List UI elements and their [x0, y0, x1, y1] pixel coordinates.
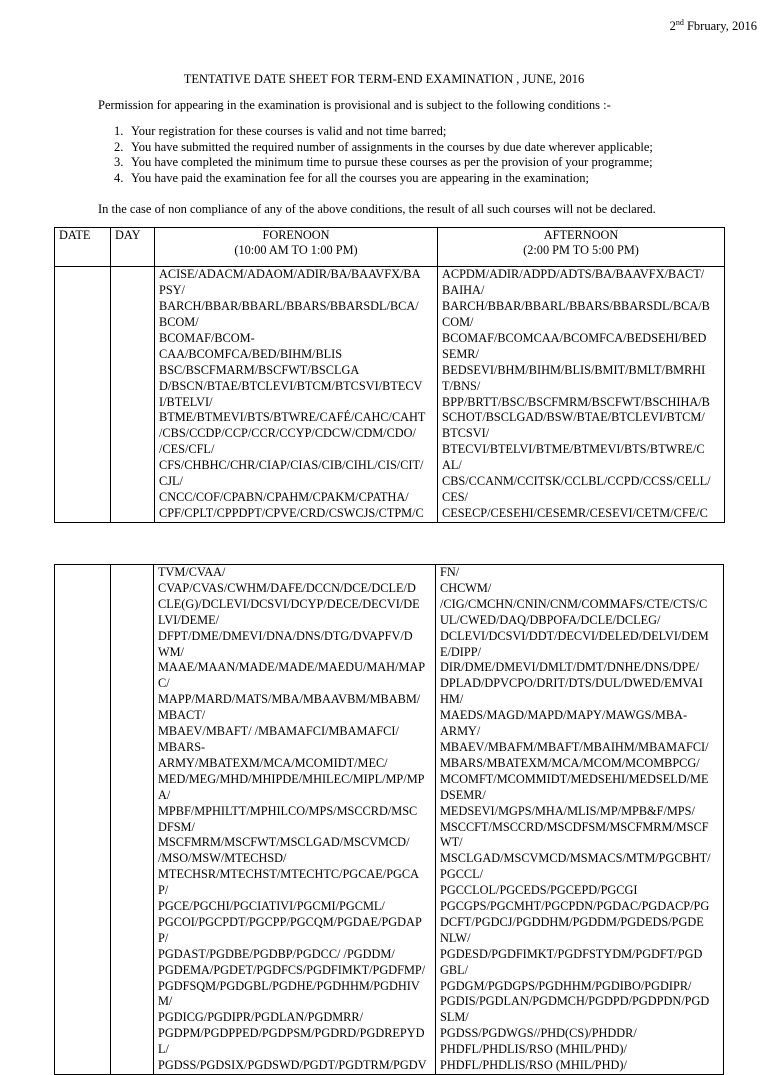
header-forenoon-time: (10:00 AM TO 1:00 PM) — [234, 243, 358, 257]
condition-number: 2. — [114, 139, 124, 154]
course-codes-line: BTME/BTMEVI/BTS/BTWRE/CAFÉ/CAHC/CAHT — [159, 410, 426, 425]
course-codes-line: T/BNS/ — [442, 378, 481, 393]
course-codes-line: BTCSVI/ — [442, 426, 490, 441]
course-codes-line: MCOMFT/MCOMMIDT/MEDSEHI/MEDSELD/ME — [440, 771, 709, 786]
header-day: DAY — [111, 228, 155, 267]
table-row — [55, 267, 725, 523]
date-cell — [55, 565, 111, 1075]
course-codes-line: CNCC/COF/CPABN/CPAHM/CPAKM/CPATHA/ — [159, 490, 409, 505]
course-codes-line: M/ — [158, 994, 173, 1009]
course-codes-line: BARCH/BBAR/BBARL/BBARS/BBARSDL/BCA/B — [442, 298, 710, 313]
course-codes-line: GBL/ — [440, 962, 469, 977]
course-codes-line: E/DIPP/ — [440, 644, 481, 659]
course-codes-line: MPBF/MPHILTT/MPHILCO/MPS/MSCCRD/MSC — [158, 803, 418, 818]
course-codes-line: MTECHSR/MTECHST/MTECHTC/PGCAE/PGCA — [158, 867, 420, 882]
course-codes-line: BPP/BRTT/BSC/BSCFMRM/BSCFWT/BSCHIHA/B — [442, 394, 710, 409]
date-rest: Fbruary, 2016 — [683, 19, 757, 33]
course-codes-line: MBACT/ — [158, 708, 206, 723]
course-codes-line: ARMY/ — [440, 724, 481, 739]
course-codes-line: PGDAST/PGDBE/PGDBP/PGDCC/ /PGDDM/ — [158, 946, 395, 961]
course-codes-line: BEDSEVI/BHM/BIHM/BLIS/BMIT/BMLT/BMRHI — [442, 362, 706, 377]
course-codes-line: CJL/ — [159, 474, 183, 489]
course-codes-line: MSCLGAD/MSCVMCD/MSMACS/MTM/PGCBHT/ — [440, 851, 711, 866]
course-codes-line: PGCCL/ — [440, 867, 484, 882]
course-codes-line: WM/ — [158, 644, 184, 659]
course-codes-line: CFS/CHBHC/CHR/CIAP/CIAS/CIB/CIHL/CIS/CIT/ — [159, 458, 424, 473]
course-codes-line: PGDSS/PGDWGS//PHD(CS)/PHDDR/ — [440, 1026, 637, 1041]
course-codes-line: PGDICG/PGDIPR/PGDLAN/PGDMRR/ — [158, 1010, 363, 1025]
afternoon-courses-cell — [436, 565, 724, 1075]
course-codes-line: CVAP/CVAS/CWHM/DAFE/DCCN/DCE/DCLE/D — [158, 580, 416, 595]
course-codes-line: SEMR/ — [442, 346, 479, 361]
course-codes-line: DFSM/ — [158, 819, 195, 834]
course-codes-line: MBARS/MBATEXM/MCA/MCOM/MCOMBPCG/ — [440, 755, 700, 770]
forenoon-courses-cell — [154, 565, 436, 1075]
course-codes-line: PSY/ — [159, 282, 185, 297]
course-codes-line: BCOMAF/BCOMCAA/BCOMFCA/BEDSEHI/BED — [442, 330, 707, 345]
course-codes-line: DSEMR/ — [440, 787, 486, 802]
course-codes-line: DIR/DME/DMEVI/DMLT/DMT/DNHE/DNS/DPE/ — [440, 660, 700, 675]
table-row — [55, 565, 724, 1075]
header-afternoon-time: (2:00 PM TO 5:00 PM) — [523, 243, 639, 257]
course-codes-line: MAPP/MARD/MATS/MBA/MBAAVBM/MBABM/ — [158, 692, 421, 707]
course-codes-line: /CIG/CMCHN/CNIN/CNM/COMMAFS/CTE/CTS/C — [440, 596, 708, 611]
header-forenoon — [155, 228, 438, 267]
course-codes-line: DCLEVI/DCSVI/DDT/DECVI/DELED/DELVI/DEM — [440, 628, 709, 643]
course-codes-line: PGDEMA/PGDET/PGDFCS/PGDFIMKT/PGDFMP/ — [158, 962, 426, 977]
course-codes-line: BAIHA/ — [442, 282, 485, 297]
date-day: 2 — [669, 19, 676, 33]
course-codes-line: DFPT/DME/DMEVI/DNA/DNS/DTG/DVAPFV/D — [158, 628, 413, 643]
course-codes-line: SLM/ — [440, 1010, 469, 1025]
day-cell — [111, 565, 154, 1075]
course-codes-line: CPF/CPLT/CPPDPT/CPVE/CRD/CSWCJS/CTPM/C — [159, 506, 424, 521]
course-codes-line: PGCOI/PGCPDT/PGCPP/PGCQM/PGDAE/PGDAP — [158, 914, 422, 929]
course-codes-line: TVM/CVAA/ — [158, 565, 226, 579]
course-codes-line: C/ — [158, 676, 170, 691]
conditions-list — [114, 124, 653, 186]
course-codes-line: PGDESD/PGDFIMKT/PGDFSTYDM/PGDFT/PGD — [440, 946, 703, 961]
course-codes-line: PGCGPS/PGCMHT/PGCPDN/PGDAC/PGDACP/PG — [440, 899, 710, 914]
condition-text: You have completed the minimum time to pursue these courses as per the provision of your programme; — [131, 155, 653, 169]
course-codes-line: MAEDS/MAGD/MAPD/MAPY/MAWGS/MBA- — [440, 708, 688, 723]
course-codes-line: NLW/ — [440, 930, 471, 945]
course-codes-line: SCHOT/BSCLGAD/BSW/BTAE/BTCLEVI/BTCM/ — [442, 410, 705, 425]
course-codes-line: BCOMAF/BCOM- — [159, 330, 255, 345]
document-title: TENTATIVE DATE SHEET FOR TERM-END EXAMINATION , JUNE, 2016 — [183, 72, 585, 86]
course-codes-line: CHCWM/ — [440, 580, 492, 595]
date-cell — [55, 267, 111, 523]
intro-paragraph: Permission for appearing in the examination is provisional and is subject to the following conditions :- — [98, 98, 611, 112]
course-codes-line: PGDPM/PGDPPED/PGDPSM/PGDRD/PGDREPYD — [158, 1026, 425, 1041]
course-codes-line: ACISE/ADACM/ADAOM/ADIR/BA/BAAVFX/BA — [159, 267, 421, 281]
course-codes-line: WT/ — [440, 835, 463, 850]
course-codes-line: ARMY/MBATEXM/MCA/MCOMIDT/MEC/ — [158, 755, 388, 770]
header-forenoon-label: FORENOON — [262, 228, 330, 242]
course-codes-line: LVI/DEME/ — [158, 612, 220, 627]
course-codes-line: PGCE/PGCHI/PGCIATIVI/PGCMI/PGCML/ — [158, 899, 385, 914]
header-afternoon — [438, 228, 725, 267]
table-header-row — [55, 228, 725, 267]
document-date — [670, 19, 757, 34]
course-codes-line: CES/ — [442, 490, 468, 505]
course-codes-line: CBS/CCANM/CCITSK/CCLBL/CCPD/CCSS/CELL/ — [442, 474, 711, 489]
day-cell — [111, 267, 155, 523]
course-codes-line: PGCCLOL/PGCEDS/PGCEPD/PGCGI — [440, 883, 638, 898]
course-codes-line: BSC/BSCFMARM/BSCFWT/BSCLGA — [159, 362, 360, 377]
date-sheet-table-page2 — [54, 564, 724, 1075]
condition-text: You have paid the examination fee for all the courses you are appearing in the examination; — [131, 170, 589, 185]
course-codes-line: MED/MEG/MHD/MHIPDE/MHILEC/MIPL/MP/MP — [158, 771, 425, 786]
condition-number: 3. — [114, 155, 124, 169]
date-suffix: nd — [675, 18, 684, 27]
course-codes-line: CAA/BCOMFCA/BED/BIHM/BLIS — [159, 346, 343, 361]
course-codes-line: /CES/CFL/ — [159, 442, 215, 457]
non-compliance-note: In the case of non compliance of any of the above conditions, the result of all such courses will not be declared. — [98, 202, 656, 216]
forenoon-courses-cell — [155, 267, 438, 523]
course-codes-line: DPLAD/DPVCPO/DRIT/DTS/DUL/DWED/EMVAI — [440, 676, 703, 691]
condition-number: 4. — [114, 170, 124, 185]
condition-text: You have submitted the required number of assignments in the courses by due date wherever applicable; — [131, 139, 653, 154]
course-codes-line: BTECVI/BTELVI/BTME/BTMEVI/BTS/BTWRE/C — [442, 442, 705, 457]
course-codes-line: DCFT/PGDCJ/PGDDHM/PGDDM/PGDEDS/PGDE — [440, 914, 704, 929]
afternoon-courses-cell — [438, 267, 725, 523]
condition-item — [114, 155, 653, 171]
course-codes-line: PGDSS/PGDSIX/PGDSWD/PGDT/PGDTRM/PGDV — [158, 1058, 427, 1073]
condition-number: 1. — [114, 124, 124, 138]
course-codes-line: COM/ — [442, 314, 474, 329]
course-codes-line: PHDFL/PHDLIS/RSO (MHIL/PHD)/ — [440, 1042, 627, 1057]
condition-item — [114, 124, 653, 140]
course-codes-line: MBARS- — [158, 739, 206, 754]
course-codes-line: P/ — [158, 883, 169, 898]
header-afternoon-label: AFTERNOON — [543, 228, 619, 242]
condition-item — [114, 140, 653, 156]
course-codes-line: MEDSEVI/MGPS/MHA/MLIS/MP/MPB&F/MPS/ — [440, 803, 695, 818]
course-codes-line: D/BSCN/BTAE/BTCLEVI/BTCM/BTCSVI/BTECV — [159, 378, 423, 393]
condition-text: Your registration for these courses is valid and not time barred; — [131, 124, 447, 138]
course-codes-line: /CBS/CCDP/CCP/CCR/CCYP/CDCW/CDM/CDO/ — [159, 426, 416, 441]
course-codes-line: AL/ — [442, 458, 462, 473]
course-codes-line: BARCH/BBAR/BBARL/BBARS/BBARSDL/BCA/ — [159, 298, 419, 313]
course-codes-line: A/ — [158, 787, 171, 802]
course-codes-line: PGDFSQM/PGDGBL/PGDHE/PGDHHM/PGDHIV — [158, 978, 420, 993]
course-codes-line: PGDGM/PGDGPS/PGDHHM/PGDIBO/PGDIPR/ — [440, 978, 692, 993]
course-codes-line: MBAEV/MBAFM/MBAFT/MBAIHM/MBAMAFCI/ — [440, 739, 709, 754]
condition-item — [114, 171, 653, 187]
date-sheet-table-page1 — [54, 227, 725, 523]
header-date: DATE — [55, 228, 111, 267]
course-codes-line: CESECP/CESEHI/CESEMR/CESEVI/CETM/CFE/C — [442, 506, 708, 521]
course-codes-line: I/BTELVI/ — [159, 394, 213, 409]
course-codes-line: L/ — [158, 1042, 169, 1057]
course-codes-line: HM/ — [440, 692, 464, 707]
course-codes-line: ACPDM/ADIR/ADPD/ADTS/BA/BAAVFX/BACT/ — [442, 267, 705, 281]
course-codes-line: P/ — [158, 930, 169, 945]
course-codes-line: PHDFL/PHDLIS/RSO (MHIL/PHD)/ — [440, 1058, 627, 1073]
course-codes-line: CLE(G)/DCLEVI/DCSVI/DCYP/DECE/DECVI/DE — [158, 596, 420, 611]
course-codes-line: MSCFMRM/MSCFWT/MSCLGAD/MSCVMCD/ — [158, 835, 410, 850]
course-codes-line: BCOM/ — [159, 314, 199, 329]
course-codes-line: UL/CWED/DAQ/DBPOFA/DCLE/DCLEG/ — [440, 612, 661, 627]
course-codes-line: /MSO/MSW/MTECHSD/ — [158, 851, 287, 866]
course-codes-line: MSCCFT/MSCCRD/MSCDFSM/MSCFMRM/MSCF — [440, 819, 709, 834]
course-codes-line: PGDIS/PGDLAN/PGDMCH/PGDPD/PGDPDN/PGD — [440, 994, 710, 1009]
course-codes-line: MBAEV/MBAFT/ /MBAMAFCI/MBAMAFCI/ — [158, 724, 399, 739]
course-codes-line: FN/ — [440, 565, 460, 579]
course-codes-line: MAAE/MAAN/MADE/MADE/MAEDU/MAH/MAP — [158, 660, 426, 675]
